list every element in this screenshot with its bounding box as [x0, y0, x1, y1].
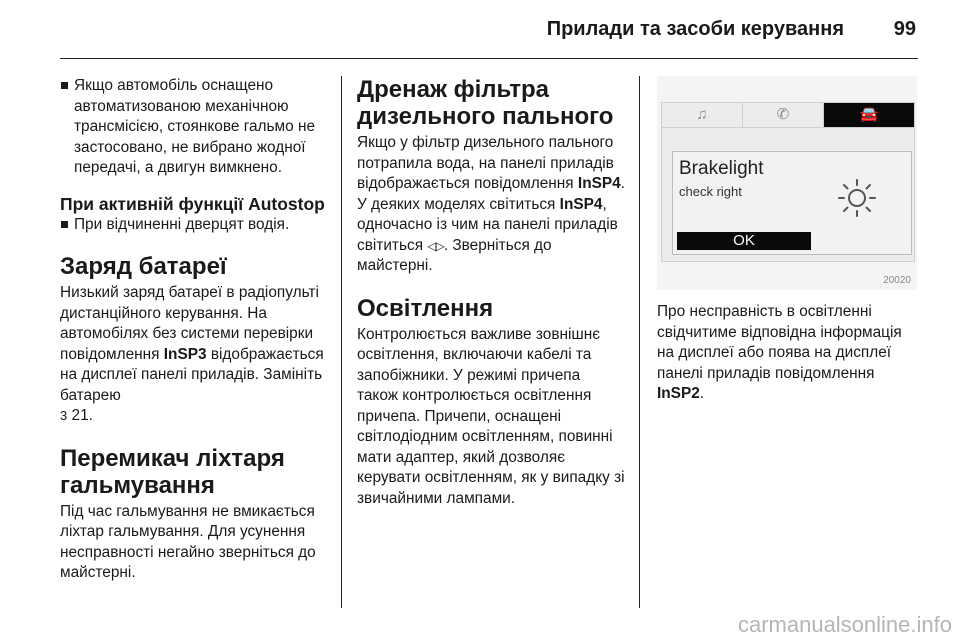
music-note-icon: ♫: [662, 103, 743, 127]
code-insp2: InSP2: [657, 385, 700, 402]
car-icon: 🚘: [824, 103, 914, 127]
figure-id: 20020: [883, 275, 911, 286]
bullet-item: Якщо автомобіль оснащено автоматизованою механічною трансмісією, стоянкове гальмо не застосовано, не вибрано жодної передачі, а двигун вимкнено.: [60, 76, 328, 179]
bullet-item: При відчиненні дверцят водія.: [60, 215, 328, 236]
fuel-filter-paragraph: Якщо у фільтр дизельного пального потрапила вода, на панелі приладів відображається повідомлення InSP4. У деяких моделях світиться InSP4, одночасно із чим на панелі приладів світиться ◁▷. Зверніться до майстерні.: [357, 134, 625, 274]
page-header: [60, 0, 918, 59]
code-insp4: InSP4: [559, 195, 603, 213]
column-middle: [357, 76, 625, 509]
section-heading-lighting: Освітлення: [357, 294, 494, 322]
column-left: [60, 76, 328, 584]
page-title: Прилади та засоби керування: [546, 18, 844, 40]
ok-button: OK: [677, 232, 811, 250]
bulb-icon: [835, 176, 879, 220]
column-right: [657, 76, 919, 405]
watermark: carmanualsonline.info: [737, 612, 952, 637]
warning-lamp-icon: ◁▷: [427, 238, 444, 253]
code-insp4: InSP4: [577, 175, 621, 192]
section-heading-fuel-filter: Дренаж фільтра дизельного пального: [357, 76, 614, 130]
message-box: [672, 151, 912, 255]
page-number: 99: [893, 18, 916, 40]
section-heading-battery: Заряд батареї: [60, 253, 227, 280]
display-tabs: [662, 103, 914, 128]
message-subtitle: check right: [679, 184, 742, 199]
message-title: Brakelight: [679, 158, 764, 179]
code-insp3: InSP3: [163, 345, 207, 363]
lighting-failure-paragraph: Про несправність в освітленні свідчитиме відповідна інформація на дисплеї або поява на дисплеї панелі приладів повідомлення InSP2.: [657, 303, 902, 402]
column-divider: [639, 76, 640, 608]
display-figure: [657, 76, 917, 290]
phone-handset-icon: ✆: [743, 103, 824, 127]
section-heading-brake-light: Перемикач ліхтаря гальмування: [60, 444, 285, 499]
page-reference: 21.: [71, 407, 93, 424]
info-display: [661, 102, 915, 262]
section-heading-autostop: При активній функції Autostop: [60, 193, 325, 214]
brake-paragraph: Під час гальмування не вмикається ліхтар гальмування. Для усунення несправності негайно зверніться до майстерні.: [60, 502, 316, 581]
column-divider: [341, 76, 342, 608]
lighting-paragraph: Контролюється важливе зовнішнє освітлення, включаючи кабелі та запобіжники. У режимі причепа також контролюється освітлення причепа. Причепи, оснащені світлодіодним освітленням, повинні мати адаптер, який дозволяє керувати освітленням, як у випадку зі звичайними лампами.: [357, 325, 625, 507]
reference-arrow-icon: 3: [60, 408, 68, 423]
battery-paragraph: Низький заряд батареї в радіопульті дистанційного керування. На автомобілях без системи перевірки повідомлення InSP3 відображається на дисплеї панелі приладів. Замініть батарею 3 21.: [60, 284, 324, 424]
